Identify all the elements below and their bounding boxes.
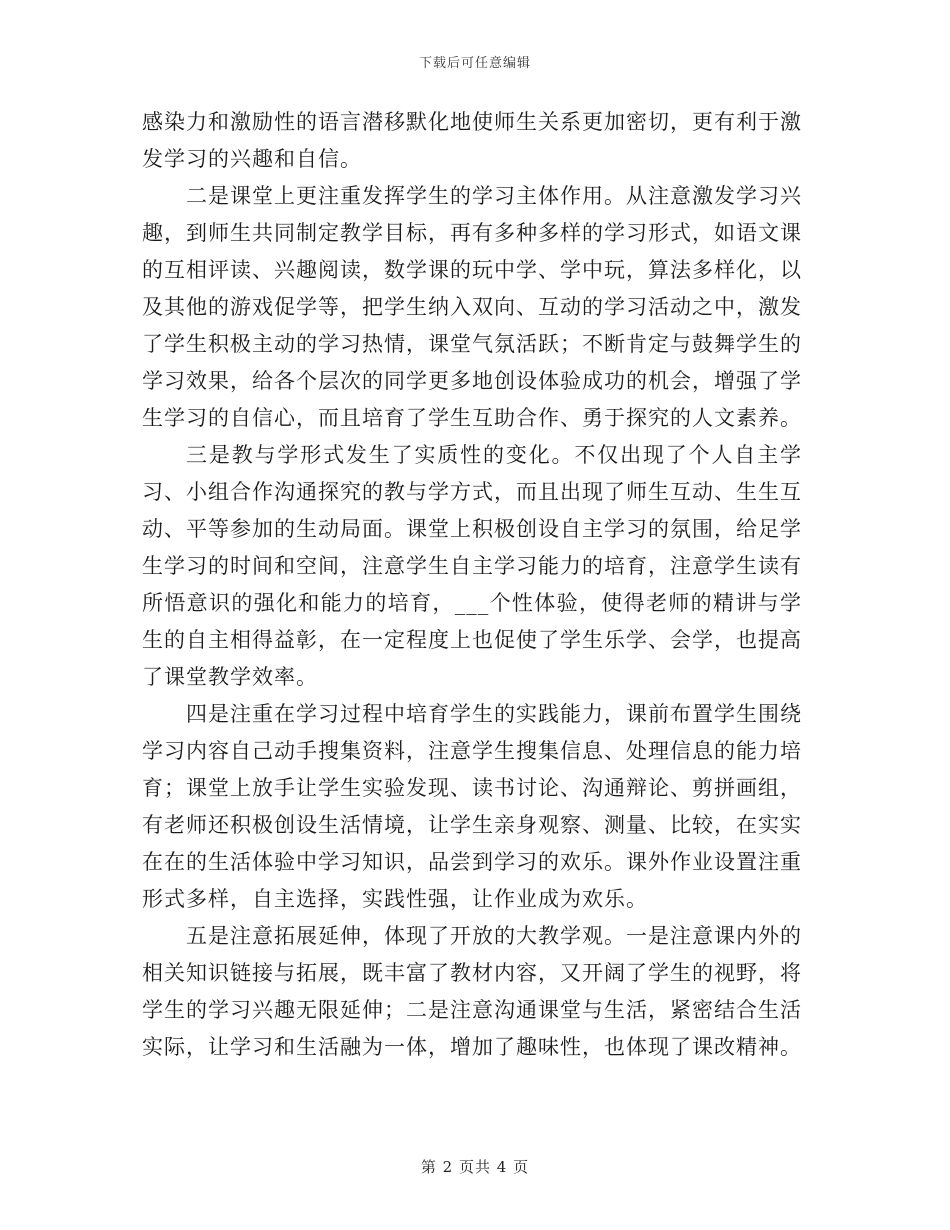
paragraph-three: 三是教与学形式发生了实质性的变化。不仅出现了个人自主学习、小组合作沟通探究的教与学方式，而且出现了师生互动、生生互动、平等参加的生动局面。课堂上积极创设自主学习的氛围，给足学生学习的时间和空间，注意学生自主学习能力的培育，注意学生读有所悟意识的强化和能力的培育，___个性体验，使得老师的精讲与学生的自主相得益彰，在一定程度上也促使了学生乐学、会学，也提高了课堂教学效率。 [142, 443, 802, 689]
page-header: 下载后可任意编辑 [418, 56, 531, 71]
document-body [142, 104, 802, 1066]
paragraph-two: 二是课堂上更注重发挥学生的学习主体作用。从注意激发学习兴趣，到师生共同制定教学目标，再有多种多样的学习形式，如语文课的互相评读、兴趣阅读，数学课的玩中学、学中玩，算法多样化，以及其他的游戏促学等，把学生纳入双向、互动的学习活动之中，激发了学生积极主动的学习热情，课堂气氛活跃；不断肯定与鼓舞学生的学习效果，给各个层次的同学更多地创设体验成功的机会，增强了学生学习的自信心，而且培育了学生互助合作、勇于探究的人文素养。 [142, 184, 802, 430]
paragraph-continuation: 感染力和激励性的语言潜移默化地使师生关系更加密切，更有利于激发学习的兴趣和自信。 [142, 110, 802, 171]
paragraph-five: 五是注意拓展延伸，体现了开放的大教学观。一是注意课内外的相关知识链接与拓展，既丰富了教材内容，又开阔了学生的视野，将学生的学习兴趣无限延伸；二是注意沟通课堂与生活，紧密结合生活实际，让学习和生活融为一体，增加了趣味性，也体现了课改精神。 [142, 924, 802, 1059]
page-number: 第 2 页共 4 页 [420, 1158, 530, 1176]
paragraph-four: 四是注重在学习过程中培育学生的实践能力，课前布置学生围绕学习内容自己动手搜集资料，注意学生搜集信息、处理信息的能力培育；课堂上放手让学生实验发现、读书讨论、沟通辩论、剪拼画组，有老师还积极创设生活情境，让学生亲身观察、测量、比较，在实实在在的生活体验中学习知识，品尝到学习的欢乐。课外作业设置注重形式多样，自主选择，实践性强，让作业成为欢乐。 [142, 702, 802, 911]
